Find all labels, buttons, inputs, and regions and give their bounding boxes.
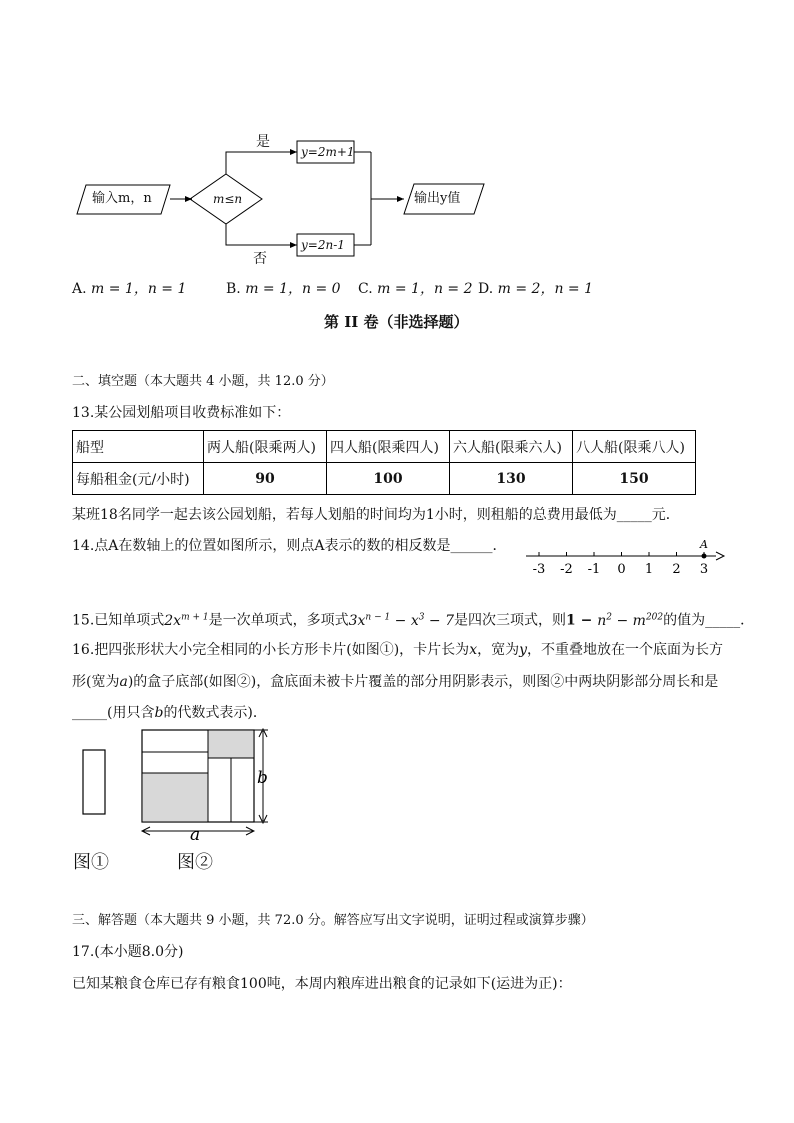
q16-line2: 形(宽为a)的盒子底部(如图②)，盒底面未被卡片覆盖的部分用阴影表示，则图②中两块阴影部分周长和是 [72, 674, 719, 690]
q12-option-c: C. m = 1，n = 2 [358, 281, 473, 297]
number-line-tick-label: 3 [699, 562, 709, 577]
flow-no-label: 否 [253, 251, 267, 267]
q13-fee-table [72, 430, 696, 495]
number-line-tick-label: 1 [644, 562, 654, 577]
fig2-caption: 图② [177, 852, 213, 873]
q14-stem: 14.点A在数轴上的位置如图所示，则点A表示的数的相反数是______． [72, 538, 507, 554]
table-row [73, 431, 696, 463]
number-line-tick-label: -3 [532, 562, 546, 577]
q16-line3: _____(用只含b的代数式表示)． [72, 705, 267, 721]
table-cell: 每船租金(元/小时) [73, 463, 204, 495]
point-a-label: A [700, 538, 708, 551]
flow-no-formula: y=2n-1 [301, 238, 345, 252]
section3-header: 三、解答题（本大题共 9 小题，共 72.0 分。解答应写出文字说明，证明过程或演算步骤） [72, 913, 594, 928]
flow-input-label: 输入m，n [92, 191, 152, 206]
q17-title: 17.(本小题8.0分) [72, 944, 184, 960]
q12-option-d: D. m = 2，n = 1 [478, 281, 594, 297]
table-cell: 八人船(限乘八人) [573, 431, 696, 463]
flow-yes-label: 是 [256, 134, 270, 150]
q13-stem: 13.某公园划船项目收费标准如下： [72, 405, 291, 421]
number-line-tick-label: 0 [617, 562, 626, 577]
number-line-tick-label: -1 [587, 562, 601, 577]
label-a: a [190, 825, 201, 845]
table-cell: 100 [327, 463, 450, 495]
point-a-dot [702, 554, 707, 559]
q12-option-b: B. m = 1，n = 0 [226, 281, 341, 297]
fig2-shade-bottom-left [142, 773, 208, 822]
table-cell: 90 [204, 463, 327, 495]
number-line-tick-label: 2 [672, 562, 681, 577]
no-branch-line [226, 224, 297, 245]
section2-header: 二、填空题（本大题共 4 小题，共 12.0 分） [72, 374, 334, 389]
number-line [520, 536, 730, 580]
flow-yes-formula: y=2m+1 [301, 145, 355, 159]
fig2-shade-top-right [208, 730, 254, 758]
table-cell: 四人船(限乘四人) [327, 431, 450, 463]
fig1-caption: 图① [73, 852, 109, 873]
table-cell: 130 [450, 463, 573, 495]
fig1-card [83, 750, 105, 814]
q12-option-a: A. m = 1，n = 1 [72, 281, 187, 297]
table-cell: 船型 [73, 431, 204, 463]
yes-branch-line [226, 152, 297, 174]
flow-output-label: 输出y值 [414, 191, 461, 206]
table-cell: 150 [573, 463, 696, 495]
part2-title: 第 II 卷（非选择题） [324, 313, 469, 331]
table-row [73, 463, 696, 495]
q15-text: 15.已知单项式$2x^{m + 1}$是一次单项式，多项式$3x^{n - 1} - x^3 - 7$是四次三项式，则$1 - n^2 - m^{202}$的值为_____． [72, 612, 755, 629]
number-line-arrow-icon [716, 552, 724, 560]
label-b: b [257, 768, 268, 788]
q13-after: 某班18名同学一起去该公园划船，若每人划船的时间均为1小时，则租船的总费用最低为_____元． [72, 507, 680, 523]
q16-line1: 16.把四张形状大小完全相同的小长方形卡片(如图①)，卡片长为x，宽为y，不重叠地放在一个底面为长方 [72, 642, 724, 658]
table-cell: 六人船(限乘六人) [450, 431, 573, 463]
q17-text: 已知某粮食仓库已存有粮食100吨，本周内粮库进出粮食的记录如下(运进为正)： [72, 976, 572, 992]
flow-condition: m≤n [213, 192, 243, 206]
table-cell: 两人船(限乘两人) [204, 431, 327, 463]
number-line-tick-label: -2 [560, 562, 573, 577]
